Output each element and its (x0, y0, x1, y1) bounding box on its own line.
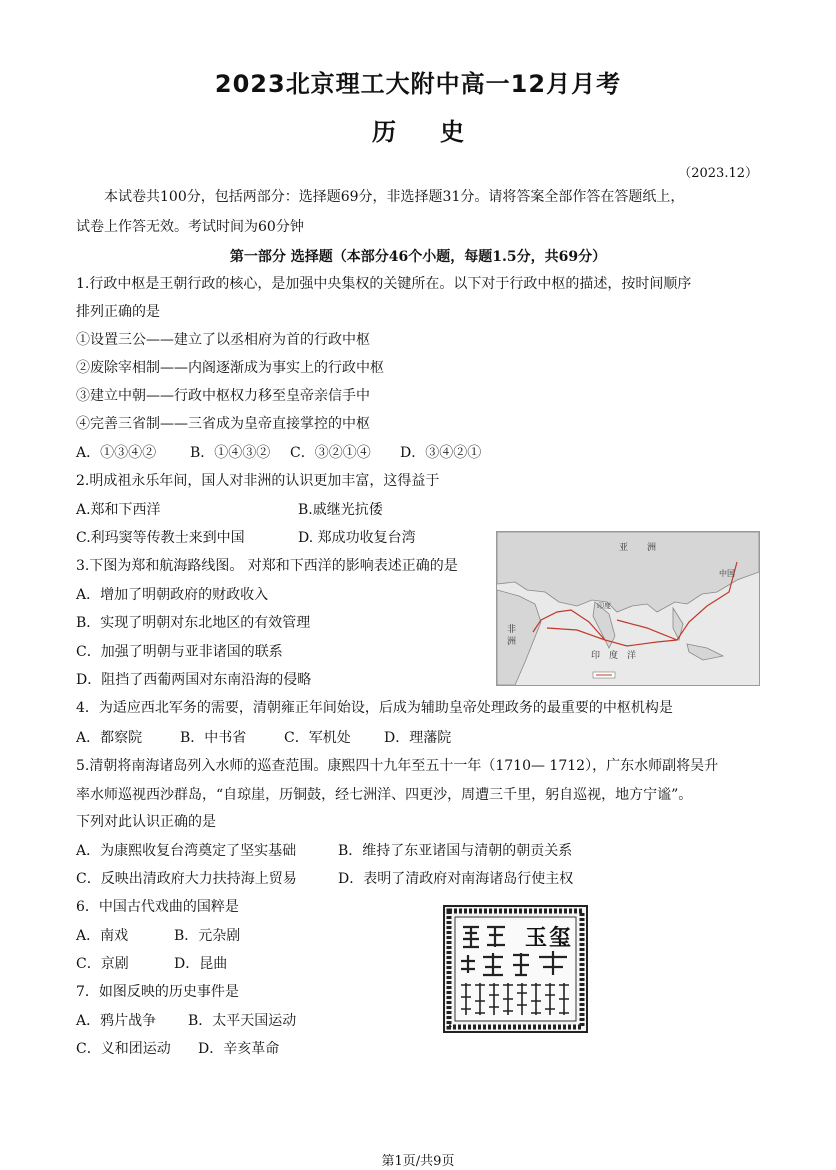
q6-option-d[interactable]: D．昆曲 (174, 956, 228, 972)
q5-option-d[interactable]: D．表明了清政府对南海诸岛行使主权 (338, 871, 574, 887)
q5-stem-line-3: 下列对此认识正确的是 (76, 814, 216, 830)
map-label-yin: 印 (591, 651, 601, 661)
q5-option-b[interactable]: B．维持了东亚诸国与清朝的朝贡关系 (338, 843, 573, 859)
q5-option-a[interactable]: A．为康熙收复台湾奠定了坚实基础 (76, 843, 297, 859)
q7-option-a[interactable]: A．鸦片战争 (76, 1013, 157, 1029)
q7-option-b[interactable]: B．太平天国运动 (188, 1013, 297, 1029)
q2-options-row-1 (76, 501, 383, 519)
q7-option-c[interactable]: C．义和团运动 (76, 1041, 171, 1057)
q4-option-d[interactable]: D．理藩院 (384, 730, 452, 746)
map-label-fei: 非 (507, 625, 517, 635)
seal-char-yu: 玉 (525, 925, 548, 951)
q3-stem: 3.下图为郑和航海路线图。 对郑和下西洋的影响表述正确的是 (76, 558, 458, 574)
map-label-ya: 亚 (619, 543, 629, 553)
q1-options (76, 444, 481, 462)
page-footer: 第1页/共9页 (381, 1154, 455, 1169)
q6-options-row-1 (76, 927, 240, 945)
q7-stem: 7．如图反映的历史事件是 (76, 984, 239, 1000)
q2-option-a[interactable]: A.郑和下西洋 (76, 502, 161, 518)
q4-options (76, 729, 451, 747)
q6-options-row-2 (76, 955, 227, 973)
q6-stem: 6．中国古代戏曲的国粹是 (76, 899, 239, 915)
map-label-zhou-africa: 洲 (507, 637, 517, 647)
q6-option-a[interactable]: A．南戏 (76, 928, 129, 944)
q1-option-a[interactable]: A．①③④② (76, 445, 157, 461)
q4-option-b[interactable]: B．中书省 (180, 730, 247, 746)
q1-option-b[interactable]: B．①④③② (190, 445, 271, 461)
q5-options-row-2 (76, 870, 573, 888)
q2-option-d[interactable]: D. 郑成功收复台湾 (298, 530, 416, 546)
exam-title: 2023北京理工大附中高一12月月考 (214, 70, 622, 98)
seal-char-xi: 玺 (549, 925, 572, 951)
q6-option-c[interactable]: C．京剧 (76, 956, 129, 972)
intro-line-2: 试卷上作答无效。考试时间为60分钟 (76, 219, 304, 235)
q7-options-row-2 (76, 1040, 279, 1058)
q3-option-a[interactable]: A．增加了明朝政府的财政收入 (76, 587, 269, 603)
q5-option-c[interactable]: C．反映出清政府大力扶持海上贸易 (76, 871, 297, 887)
q3-option-d[interactable]: D．阻挡了西葡两国对东南沿海的侵略 (76, 672, 312, 688)
q3-option-b[interactable]: B．实现了明朝对东北地区的有效管理 (76, 615, 311, 631)
q7-options-row-1 (76, 1012, 296, 1030)
subject-title: 历史 (372, 118, 508, 146)
seal-graphic (443, 905, 588, 1033)
zheng-he-voyage-map (496, 531, 760, 686)
q2-stem: 2.明成祖永乐年间，国人对非洲的认识更加丰富，这得益于 (76, 473, 440, 489)
q3-option-c[interactable]: C．加强了明朝与亚非诸国的联系 (76, 644, 283, 660)
q6-option-b[interactable]: B．元杂剧 (174, 928, 241, 944)
map-label-yang: 洋 (627, 651, 637, 661)
q1-item-3: ③建立中朝——行政中枢权力移至皇帝亲信手中 (76, 388, 370, 404)
q4-option-a[interactable]: A．都察院 (76, 730, 143, 746)
taiping-seal-image (443, 905, 588, 1033)
exam-date: （2023.12） (678, 166, 758, 181)
q5-stem-line-1: 5.清朝将南海诸岛列入水师的巡查范围。康熙四十九年至五十一年（1710— 1712），广东水师副将吴升 (76, 758, 719, 774)
q2-option-c[interactable]: C.利玛窦等传教士来到中国 (76, 530, 245, 546)
q1-option-d[interactable]: D．③④②① (400, 445, 482, 461)
q2-options-row-2 (76, 529, 416, 547)
q1-item-4: ④完善三省制——三省成为皇帝直接掌控的中枢 (76, 416, 370, 432)
q7-option-d[interactable]: D．辛亥革命 (198, 1041, 280, 1057)
q1-stem-line-2: 排列正确的是 (76, 304, 160, 320)
map-label-du: 度 (609, 651, 619, 661)
q1-stem-line-1: 1.行政中枢是王朝行政的核心，是加强中央集权的关键所在。以下对于行政中枢的描述，按时间顺序 (76, 276, 692, 292)
q1-item-2: ②废除宰相制——内阁逐渐成为事实上的行政中枢 (76, 360, 384, 376)
q1-option-c[interactable]: C．③②①④ (290, 445, 371, 461)
q1-item-1: ①设置三公——建立了以丞相府为首的行政中枢 (76, 332, 370, 348)
q5-stem-line-2: 率水师巡视西沙群岛，“自琼崖，历铜鼓，经七洲洋、四更沙，周遭三千里，躬自巡视，地方宁谧”。 (76, 787, 693, 803)
map-label-zhou-asia: 洲 (647, 543, 657, 553)
q4-stem: 4．为适应西北军务的需要，清朝雍正年间始设，后成为辅助皇帝处理政务的最重要的中枢机构是 (76, 700, 673, 716)
map-graphic (497, 532, 759, 685)
q2-option-b[interactable]: B.戚继光抗倭 (298, 502, 383, 518)
map-label-china: 中国 (719, 569, 735, 578)
q4-option-c[interactable]: C．军机处 (284, 730, 351, 746)
map-label-india: 印度 (597, 602, 611, 610)
intro-line-1: 本试卷共100分，包括两部分：选择题69分，非选择题31分。请将答案全部作答在答题纸上， (104, 189, 685, 205)
q5-options-row-1 (76, 842, 572, 860)
section-heading: 第一部分 选择题（本部分46个小题，每题1.5分，共69分） (229, 249, 607, 265)
